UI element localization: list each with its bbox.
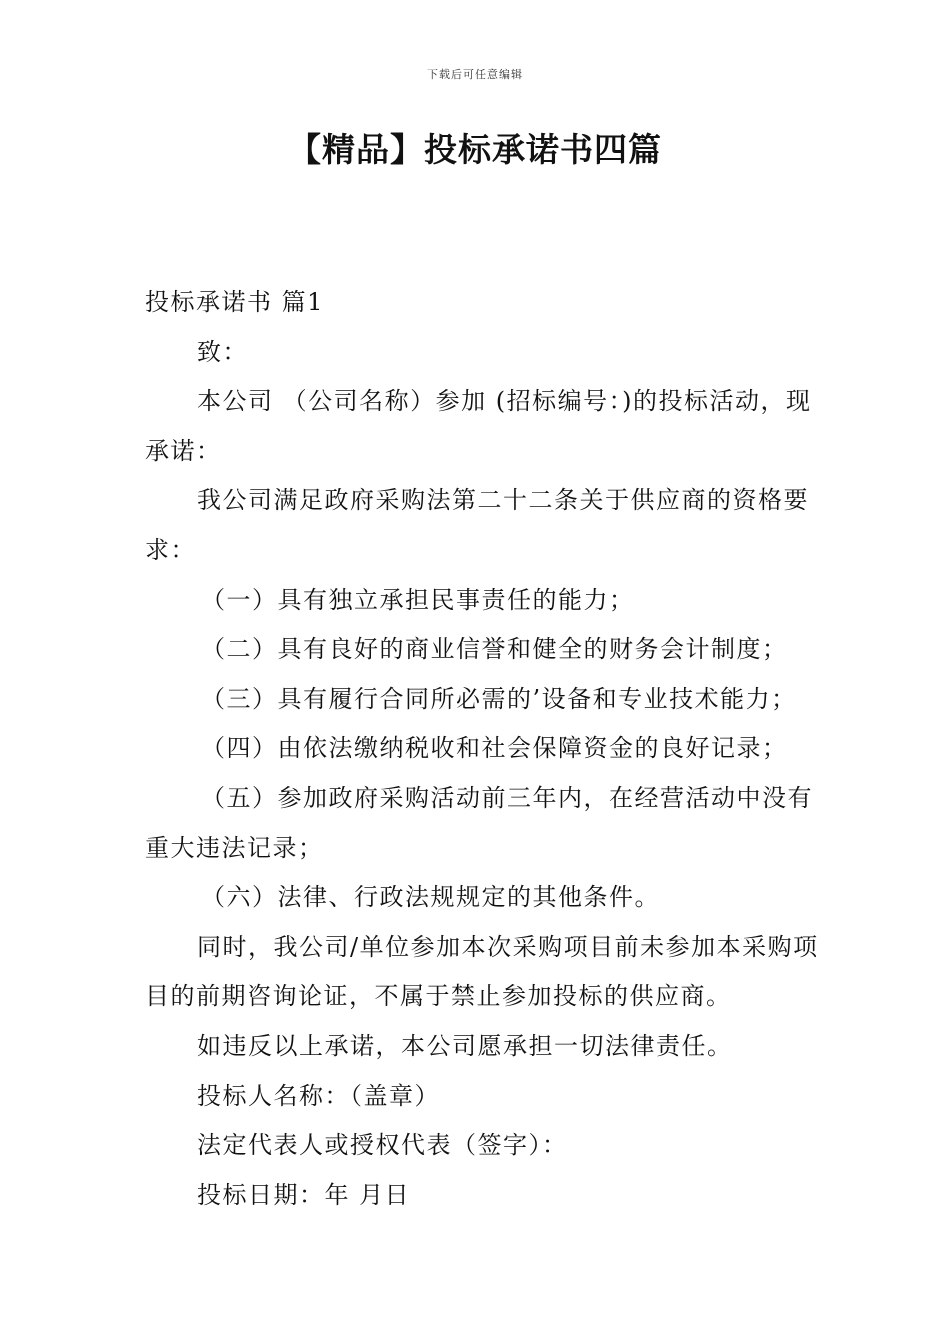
simultaneous-paragraph: 同时，我公司/单位参加本次采购项目前未参加本采购项目的前期咨询论证，不属于禁止参加投标的供应商。 bbox=[145, 932, 819, 1011]
liability-paragraph: 如违反以上承诺，本公司愿承担一切法律责任。 bbox=[197, 1031, 733, 1060]
section-heading: 投标承诺书 篇1 bbox=[145, 288, 324, 316]
qualification-item-4: （四）由依法缴纳税收和社会保障资金的良好记录； bbox=[201, 734, 788, 763]
qualification-item-3: （三）具有履行合同所必需的’设备和专业技术能力； bbox=[201, 684, 797, 713]
intro-paragraph: 本公司 （公司名称）参加 (招标编号：)的投标活动，现承诺： bbox=[145, 387, 812, 465]
document-title: 【精品】投标承诺书四篇 bbox=[288, 130, 662, 169]
salutation-paragraph: 致： bbox=[197, 337, 248, 366]
qualification-item-1: （一）具有独立承担民事责任的能力； bbox=[201, 585, 635, 614]
header-note: 下载后可任意编辑 bbox=[427, 68, 523, 81]
qualification-paragraph: 我公司满足政府采购法第二十二条关于供应商的资格要求： bbox=[145, 486, 809, 564]
representative-line: 法定代表人或授权代表（签字）： bbox=[197, 1131, 568, 1160]
bidder-name-line: 投标人名称：（盖章） bbox=[197, 1081, 440, 1110]
qualification-item-6: （六）法律、行政法规规定的其他条件。 bbox=[201, 883, 660, 912]
qualification-item-5: （五）参加政府采购活动前三年内，在经营活动中没有重大违法记录； bbox=[145, 783, 813, 862]
document-body bbox=[145, 278, 825, 1220]
qualification-item-2: （二）具有良好的商业信誉和健全的财务会计制度； bbox=[201, 635, 788, 664]
bid-date-line: 投标日期：年 月日 bbox=[197, 1180, 411, 1209]
